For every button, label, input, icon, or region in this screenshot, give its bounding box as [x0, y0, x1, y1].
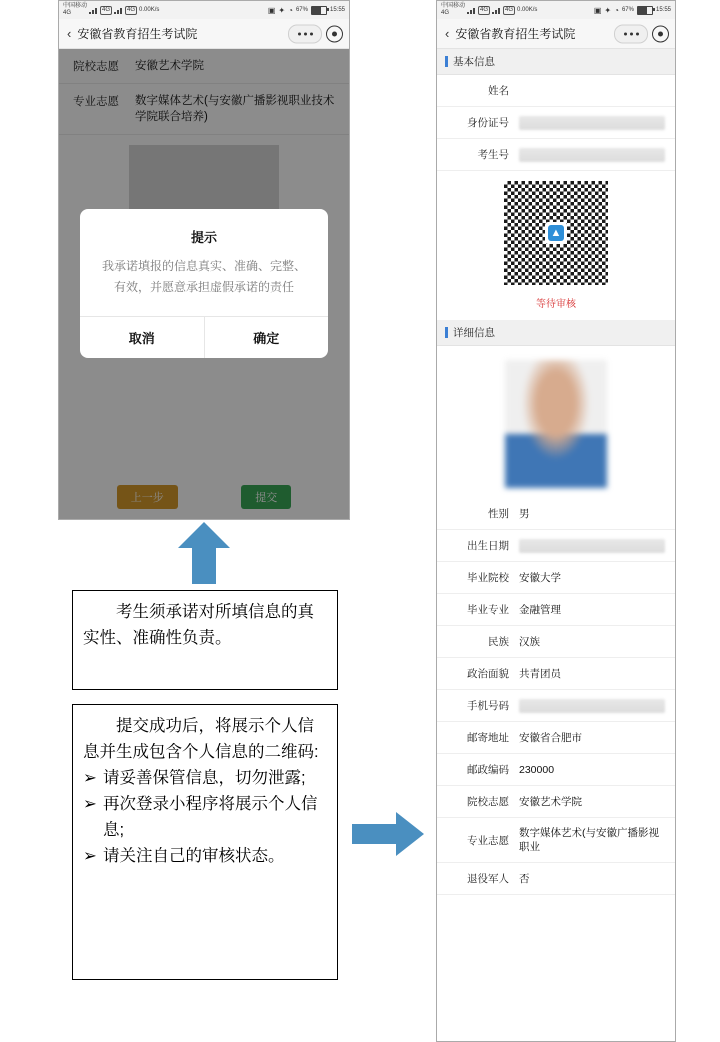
confirm-dialog [80, 209, 328, 358]
confirm-button[interactable]: 确定 [204, 317, 329, 358]
carrier-name: 中国移动 [63, 3, 88, 9]
info-row-name [437, 75, 675, 107]
mini-program-capsule [288, 24, 343, 43]
section-header-basic [437, 49, 675, 75]
right-scroll-area[interactable] [437, 49, 675, 895]
info-value-idcard [519, 116, 665, 130]
back-icon-right[interactable]: ‹ [445, 26, 450, 41]
info-label-idcard: 身份证号 [467, 117, 509, 129]
camera-icon-2: ▣ [593, 5, 602, 15]
carrier-block-2 [441, 3, 465, 17]
network-badge-2: 4G [127, 6, 136, 13]
mini-program-capsule-right [614, 24, 669, 43]
bullet-marker-3: ➢ [83, 847, 97, 865]
cancel-button[interactable]: 取消 [128, 331, 155, 346]
callout-text-commitment: 考生须承诺对所填信息的真实性、准确性负责。 [83, 603, 314, 647]
more-dots-icon[interactable] [288, 24, 322, 43]
carrier-name-2: 中国移动 [441, 3, 466, 9]
info-label-gender: 性别 [488, 508, 509, 520]
signal-icon-2 [114, 6, 123, 14]
section-accent-bar-2 [445, 327, 448, 338]
left-phone-screenshot [58, 0, 350, 520]
status-bar-left-group [63, 3, 159, 17]
page-title-right: 安徽省教育招生考试院 [455, 27, 576, 41]
dialog-message: 我承诺填报的信息真实、准确、完整、有效，并愿意承担虚假承诺的责任 [102, 259, 307, 294]
info-label-ethnicity: 民族 [488, 636, 509, 648]
network-speed-2: 0.00K/s [517, 6, 538, 13]
alarm-icon: ◔ [288, 5, 293, 15]
info-value-examno [519, 148, 665, 162]
info-row-major-choice [437, 818, 675, 863]
network-badge-1: 4G [102, 6, 111, 13]
back-icon[interactable]: ‹ [67, 26, 72, 41]
form-label-school: 院校志愿 [73, 61, 119, 73]
carrier-block [63, 3, 87, 17]
info-value-birthdate [519, 539, 665, 553]
info-label-veteran: 退役军人 [467, 873, 509, 885]
target-circle-icon[interactable] [326, 25, 343, 42]
camera-icon: ▣ [267, 5, 276, 15]
info-row-political-status [437, 658, 675, 690]
bullet-text-1: 请妥善保管信息，切勿泄露; [103, 769, 306, 787]
info-value-school-choice: 安徽艺术学院 [519, 795, 582, 808]
info-row-graduation-major [437, 594, 675, 626]
alarm-icon-2: ◔ [614, 5, 619, 15]
info-row-ethnicity [437, 626, 675, 658]
info-label-name: 姓名 [488, 85, 509, 97]
section-header-detail [437, 320, 675, 346]
avatar-area [437, 346, 675, 498]
callout-box-commitment [72, 590, 338, 690]
carrier-network: 4G [63, 10, 72, 16]
info-value-gender: 男 [519, 507, 530, 520]
arrow-right-annotation [352, 812, 424, 856]
triangle-logo-icon: ▲ [545, 222, 567, 244]
status-bar-right-group-2 [594, 6, 671, 15]
info-row-graduation-school [437, 562, 675, 594]
carrier-network-2: 4G [441, 10, 450, 16]
page-title: 安徽省教育招生考试院 [77, 27, 198, 41]
section-title-detail: 详细信息 [453, 327, 495, 339]
info-row-examno [437, 139, 675, 171]
bullet-marker-2: ➢ [83, 795, 97, 813]
info-row-veteran [437, 863, 675, 895]
info-row-phone [437, 690, 675, 722]
info-value-veteran: 否 [519, 872, 530, 885]
battery-percent-2: 67% [621, 6, 634, 13]
bullet-text-3: 请关注自己的审核状态。 [103, 847, 285, 865]
status-bar-right [437, 1, 675, 19]
callout-box-after-submit [72, 704, 338, 980]
info-value-phone [519, 699, 665, 713]
callout-text-intro: 提交成功后，将展示个人信息并生成包含个人信息的二维码: [83, 717, 319, 761]
info-value-postcode: 230000 [519, 763, 555, 776]
callout-bullet-1 [83, 765, 327, 791]
callout-bullet-3 [83, 843, 327, 869]
info-label-address: 邮寄地址 [467, 732, 509, 744]
clock: 15:55 [329, 6, 345, 13]
left-form-content [59, 49, 349, 519]
form-value-school: 安徽艺术学院 [135, 60, 204, 72]
bullet-text-2: 再次登录小程序将展示个人信息; [103, 795, 318, 839]
avatar [505, 360, 607, 488]
right-phone-screenshot [436, 0, 676, 1042]
signal-icon-1 [89, 6, 98, 14]
status-badge: 等待审核 [536, 299, 576, 310]
form-value-major: 数字媒体艺术(与安徽广播影视职业技术学院联合培养) [135, 95, 335, 123]
info-label-phone: 手机号码 [467, 700, 509, 712]
right-nav-bar [437, 19, 675, 49]
network-badge-3: 4G [480, 6, 489, 13]
status-bar-right-group [268, 6, 345, 15]
previous-step-button[interactable]: 上一步 [117, 485, 178, 509]
info-label-examno: 考生号 [477, 149, 509, 161]
status-bar-left-group-2 [441, 3, 537, 17]
info-row-birthdate [437, 530, 675, 562]
arrow-up-annotation [178, 522, 230, 584]
battery-icon-2 [637, 6, 653, 15]
info-value-graduation-major: 金融管理 [519, 603, 561, 616]
bullet-marker-1: ➢ [83, 769, 97, 787]
form-label-major: 专业志愿 [73, 96, 119, 108]
info-row-gender [437, 498, 675, 530]
dialog-actions [80, 316, 328, 358]
info-label-school-choice: 院校志愿 [467, 796, 509, 808]
qr-code-image [504, 181, 608, 285]
section-accent-bar [445, 56, 448, 67]
target-circle-icon-right[interactable] [652, 25, 669, 42]
callout-bullet-2 [83, 791, 327, 843]
section-title-basic: 基本信息 [453, 56, 495, 68]
info-value-political-status: 共青团员 [519, 667, 561, 680]
info-label-graduation-school: 毕业院校 [467, 572, 509, 584]
bluetooth-icon-2: ✦ [604, 5, 612, 15]
left-nav-bar [59, 19, 349, 49]
info-row-postcode [437, 754, 675, 786]
network-badge-4: 4G [505, 6, 514, 13]
info-row-idcard [437, 107, 675, 139]
info-label-major-choice: 专业志愿 [467, 834, 509, 847]
battery-icon [311, 6, 327, 15]
info-label-graduation-major: 毕业专业 [467, 604, 509, 616]
info-value-address: 安徽省合肥市 [519, 731, 582, 744]
network-speed: 0.00K/s [139, 6, 160, 13]
info-row-address [437, 722, 675, 754]
bluetooth-icon: ✦ [278, 5, 286, 15]
info-label-political-status: 政治面貌 [467, 668, 509, 680]
info-value-major-choice: 数字媒体艺术(与安徽广播影视职业 [519, 827, 659, 853]
signal-icon-3 [467, 6, 476, 14]
qr-code-area [437, 171, 675, 289]
info-label-postcode: 邮政编码 [467, 764, 509, 776]
more-dots-icon-right[interactable] [614, 24, 648, 43]
info-label-birthdate: 出生日期 [467, 540, 509, 552]
dialog-title: 提示 [190, 230, 217, 245]
battery-percent: 67% [295, 6, 308, 13]
info-row-school-choice [437, 786, 675, 818]
info-value-graduation-school: 安徽大学 [519, 571, 561, 584]
signal-icon-4 [492, 6, 501, 14]
submit-button[interactable]: 提交 [241, 485, 291, 509]
status-bar-left [59, 1, 349, 19]
clock-2: 15:55 [655, 6, 671, 13]
info-value-ethnicity: 汉族 [519, 635, 540, 648]
